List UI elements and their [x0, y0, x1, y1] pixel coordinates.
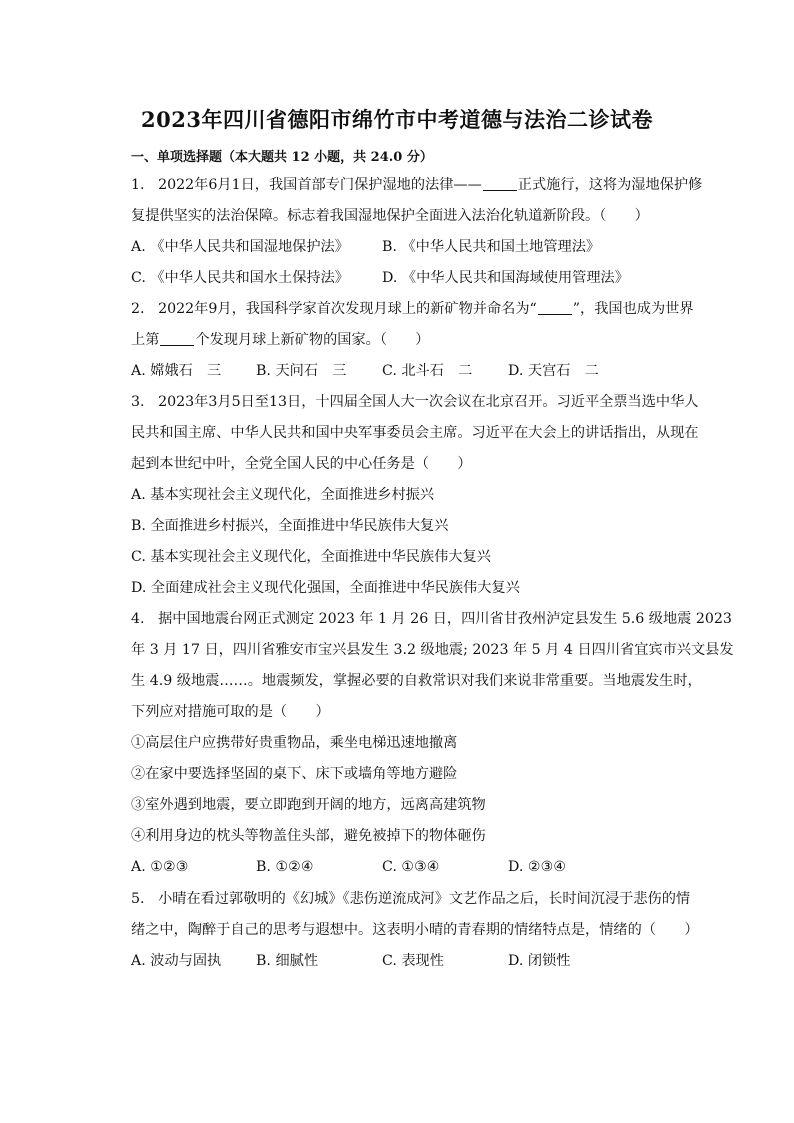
q1-option-d: D. 《中华人民共和国海域使用管理法》 [382, 270, 629, 286]
q4-line1: 4. 据中国地震台网正式测定 2023 年 1 月 26 日，四川省甘孜州泸定县发生 5.6 级地震 2023 [131, 611, 732, 627]
q1-text-a: 1. 2022年6月1日，我国首部专门保护湿地的法律—— [131, 177, 482, 193]
q5-line1: 5. 小晴在看过郭敬明的《幻城》《悲伤逆流成河》文艺作品之后，长时间沉浸于悲伤的情 [131, 891, 691, 907]
q5-option-a: A. 波动与固执 [131, 953, 222, 969]
q3-option-b: B. 全面推进乡村振兴，全面推进中华民族伟大复兴 [131, 518, 449, 534]
q2-text-d: 个发现月球上新矿物的国家。（ ） [195, 332, 430, 348]
q3-option-c: C. 基本实现社会主义现代化，全面推进中华民族伟大复兴 [131, 549, 491, 565]
q5-line2: 绪之中，陶醉于自己的思考与遐想中。这表明小晴的青春期的情绪特点是，情绪的（ ） [131, 922, 699, 938]
q3-line3: 起到本世纪中叶，全党全国人民的中心任务是（ ） [131, 456, 472, 472]
q2-option-b: B. 天问石 三 [256, 363, 347, 379]
q2-blank-1 [538, 300, 572, 315]
q2-line1 [131, 299, 694, 319]
q4-statement-2: ②在家中要选择坚固的桌下、床下或墙角等地方避险 [131, 766, 458, 782]
q3-option-a: A. 基本实现社会主义现代化，全面推进乡村振兴 [131, 487, 435, 503]
q4-option-a: A. ①②③ [131, 859, 189, 875]
q3-line2: 民共和国主席、中华人民共和国中央军事委员会主席。习近平在大会上的讲话指出，从现在 [131, 425, 699, 441]
q2-line2 [131, 330, 429, 350]
q3-line1: 3. 2023年3月5日至13日，十四届全国人大一次会议在北京召开。习近平全票当选中华人 [131, 394, 699, 410]
q5-option-b: B. 细腻性 [256, 953, 319, 969]
q1-blank [483, 176, 517, 191]
q1-option-c: C. 《中华人民共和国水土保持法》 [131, 270, 349, 286]
q2-option-a: A. 嫦娥石 三 [131, 363, 222, 379]
q1-option-a: A. 《中华人民共和国湿地保护法》 [131, 239, 349, 255]
q3-option-d: D. 全面建成社会主义现代化强国，全面推进中华民族伟大复兴 [131, 580, 520, 596]
q4-statement-1: ①高层住户应携带好贵重物品，乘坐电梯迅速地撤离 [131, 735, 458, 751]
q2-text-b: ”，我国也成为世界 [572, 301, 694, 317]
q2-text-c: 上第 [131, 332, 160, 348]
q1-line2: 复提供坚实的法治保障。标志着我国湿地保护全面进入法治化轨道新阶段。（ ） [131, 208, 649, 224]
q4-line2: 年 3 月 17 日，四川省雅安市宝兴县发生 3.2 级地震; 2023 年 5 月 4 日四川省宜宾市兴文县发 [131, 642, 734, 658]
q1-text-b: 正式施行，这将为湿地保护修 [517, 177, 703, 193]
q1-option-b: B. 《中华人民共和国土地管理法》 [382, 239, 601, 255]
q2-option-d: D. 天宫石 二 [508, 363, 599, 379]
q4-option-c: C. ①③④ [382, 859, 440, 875]
q4-statement-4: ④利用身边的枕头等物盖住头部，避免被掉下的物体砸伤 [131, 828, 486, 844]
q1-line1 [131, 175, 702, 195]
q5-option-c: C. 表现性 [382, 953, 444, 969]
q5-option-d: D. 闭锁性 [508, 953, 571, 969]
q4-line4: 下列应对措施可取的是（ ） [131, 704, 330, 720]
q2-option-c: C. 北斗石 二 [382, 363, 473, 379]
q4-option-d: D. ②③④ [508, 859, 567, 875]
q2-blank-2 [160, 331, 194, 346]
q4-line3: 生 4.9 级地震……。地震频发，掌握必要的自救常识对我们来说非常重要。当地震发生时， [131, 673, 702, 689]
section-heading: 一、单项选择题（本大题共 12 小题，共 24.0 分） [131, 150, 433, 165]
exam-title: 2023年四川省德阳市绵竹市中考道德与法治二诊试卷 [141, 107, 653, 132]
q4-statement-3: ③室外遇到地震，要立即跑到开阔的地方，远离高建筑物 [131, 797, 486, 813]
q2-text-a: 2. 2022年9月，我国科学家首次发现月球上的新矿物并命名为“ [131, 301, 537, 317]
q4-option-b: B. ①②④ [256, 859, 314, 875]
